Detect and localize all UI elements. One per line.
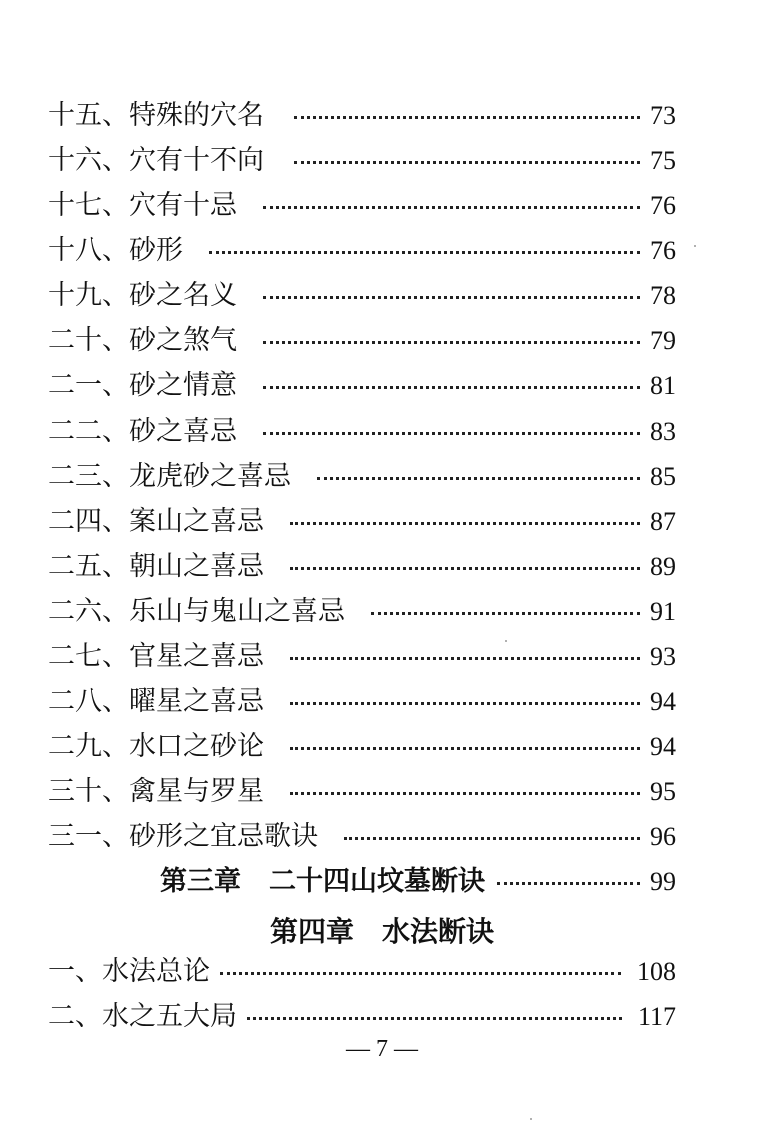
toc-entry: [48, 592, 676, 632]
page-number: — 7 —: [346, 1036, 418, 1062]
toc-entry-page: 108: [637, 957, 676, 986]
dot-leader: [344, 817, 640, 857]
toc-entry: [48, 366, 676, 406]
toc-entry: [48, 321, 676, 361]
toc-entry-title: 十九、砂之名义: [48, 280, 237, 311]
toc-entry: [48, 141, 676, 181]
toc-entry-page: 117: [637, 1002, 676, 1031]
chapter-number: 第四章: [269, 915, 354, 948]
dot-leader: [247, 997, 622, 1037]
dot-leader: [263, 186, 640, 226]
chapter-title: 二十四山坟墓断诀: [269, 866, 485, 897]
toc-entry-page: 76: [650, 236, 676, 265]
toc-entry-page: 76: [650, 191, 676, 220]
toc-entry-page: 99: [650, 867, 676, 896]
toc-entry-title: 二十、砂之煞气: [48, 325, 237, 356]
dot-leader: [263, 366, 640, 406]
toc-entry-page: 94: [650, 687, 676, 716]
dot-leader: [263, 276, 640, 316]
toc-entry-page: 89: [650, 552, 676, 581]
dot-leader: [317, 457, 640, 497]
scan-speck: [505, 640, 507, 642]
toc-entry-page: 79: [650, 326, 676, 355]
dot-leader: [290, 772, 640, 812]
dot-leader: [209, 231, 640, 271]
toc-chapter-entry: [160, 862, 676, 902]
toc-entry-title: 三十、禽星与罗星: [48, 776, 264, 807]
toc-entry: [48, 502, 676, 542]
toc-entry: [48, 952, 676, 992]
dot-leader: [263, 321, 640, 361]
toc-entry-page: 85: [650, 462, 676, 491]
dot-leader: [290, 727, 640, 767]
toc-entry-title: 十八、砂形: [48, 235, 183, 266]
dot-leader: [290, 547, 640, 587]
toc-entry: [48, 96, 676, 136]
toc-entry-title: 十七、穴有十忌: [48, 190, 237, 221]
toc-entry-page: 93: [650, 642, 676, 671]
chapter-number: 第三章: [160, 866, 241, 897]
toc-entry-page: 73: [650, 101, 676, 130]
toc-entry: [48, 727, 676, 767]
dot-leader: [263, 412, 640, 452]
toc-entry-title: 一、水法总论: [48, 956, 210, 987]
toc-entry-title: 二三、龙虎砂之喜忌: [48, 461, 291, 492]
toc-entry: [48, 186, 676, 226]
toc-entry: [48, 682, 676, 722]
toc-entry-page: 78: [650, 281, 676, 310]
toc-entry-page: 96: [650, 822, 676, 851]
toc-entry-page: 91: [650, 597, 676, 626]
toc-entry-title: 二六、乐山与鬼山之喜忌: [48, 596, 345, 627]
toc-entry-page: 95: [650, 777, 676, 806]
toc-entry: [48, 457, 676, 497]
toc-entry: [48, 772, 676, 812]
toc-entry-title: 二八、曜星之喜忌: [48, 686, 264, 717]
toc-entry: [48, 817, 676, 857]
toc-entry-title: 二九、水口之砂论: [48, 731, 264, 762]
dot-leader: [294, 96, 640, 136]
scan-speck: [694, 245, 696, 247]
toc-entry-page: 81: [650, 371, 676, 400]
toc-entry-page: 75: [650, 146, 676, 175]
chapter-title: 水法断诀: [382, 915, 495, 948]
toc-entry-page: 83: [650, 417, 676, 446]
toc-entry-title: 二二、砂之喜忌: [48, 416, 237, 447]
toc-entry: [48, 276, 676, 316]
toc-entry-title: 三一、砂形之宜忌歌诀: [48, 821, 318, 852]
dot-leader: [497, 862, 640, 902]
toc-entry: [48, 547, 676, 587]
dot-leader: [294, 141, 640, 181]
toc-entry-title: 二四、案山之喜忌: [48, 506, 264, 537]
dot-leader: [371, 592, 640, 632]
dot-leader: [220, 952, 621, 992]
toc-entry: [48, 231, 676, 271]
toc-entry: [48, 412, 676, 452]
toc-entry: [48, 997, 676, 1037]
toc-entry-title: 十五、特殊的穴名: [48, 100, 264, 131]
toc-entry: [48, 637, 676, 677]
toc-entry-title: 二七、官星之喜忌: [48, 641, 264, 672]
toc-entry-title: 二一、砂之情意: [48, 370, 237, 401]
toc-entry-title: 二、水之五大局: [48, 1001, 237, 1032]
toc-entry-title: 十六、穴有十不向: [48, 145, 264, 176]
toc-entry-page: 94: [650, 732, 676, 761]
dot-leader: [290, 502, 640, 542]
toc-entry-page: 87: [650, 507, 676, 536]
chapter-heading: [0, 910, 764, 954]
scan-speck: [530, 1118, 532, 1120]
dot-leader: [290, 637, 640, 677]
toc-entry-title: 二五、朝山之喜忌: [48, 551, 264, 582]
dot-leader: [290, 682, 640, 722]
